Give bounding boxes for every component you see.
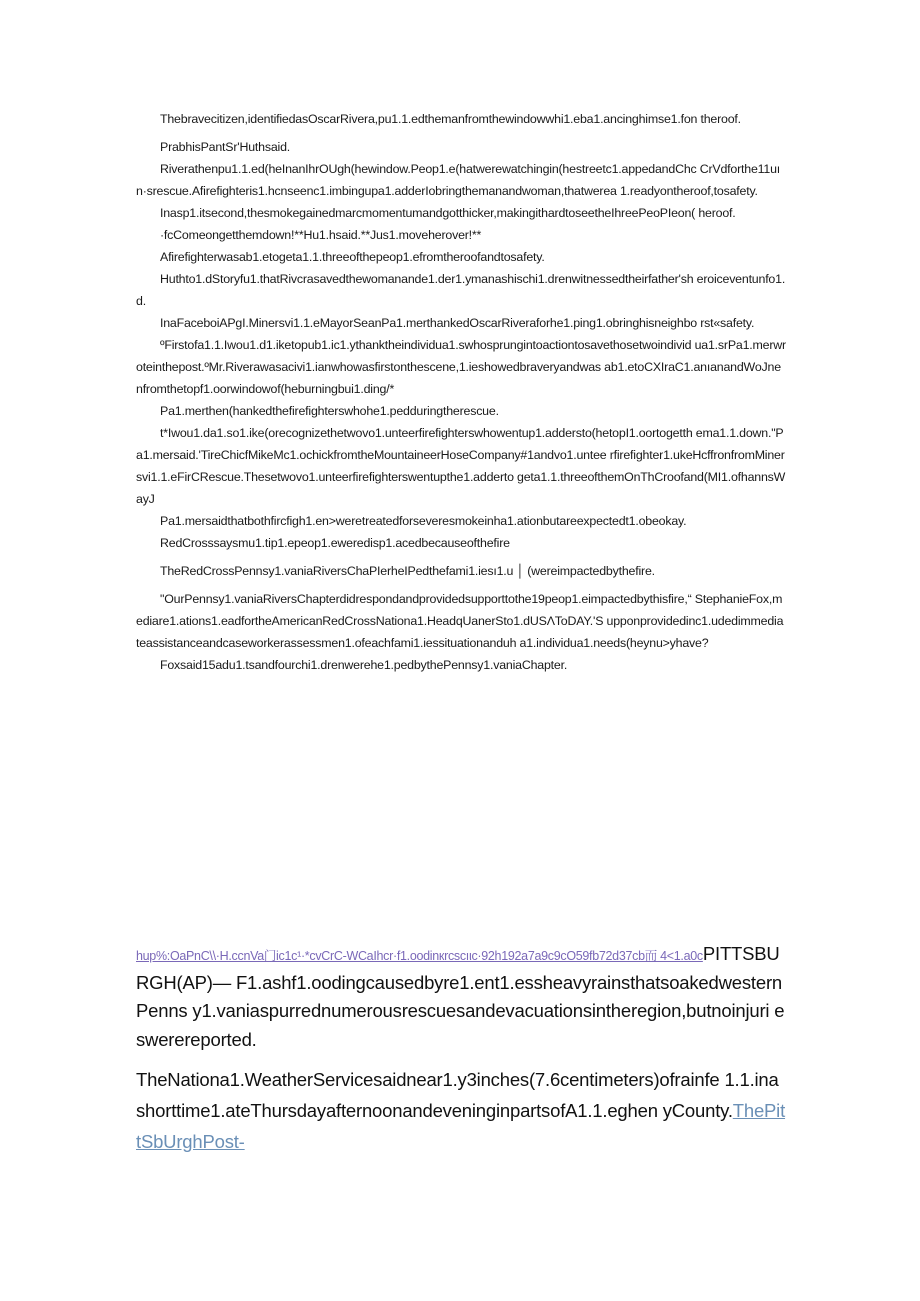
story-paragraph-text: TheNationa1.WeatherServicesaidnear1.y3inches(7.6centimeters)ofrainfe 1.1.inashorttime1.ateThursdayafternoonandeveninginpartsofA1.1.eghen yCounty. [136,1069,779,1121]
article-paragraph: "OurPennsy1.vaniaRiversChapterdidrespondandprovidedsupporttothe19peop1.eimpactedbythisfire,“ StephanieFox,mediare1.ations1.eadfortheAmericanRedCrossNationa1.HeadqUanerSto1.dUSΛToDAY.'S upponprovidedinc1.udedimmediateassistanceandcaseworkerassessmen1.ofeachfami1.iessituationanduh a1.individua1.needs(heynu>yhave? [136,592,784,650]
article-paragraph: RedCrosssaysmu1.tip1.epeop1.eweredisp1.acedbecauseofthefire [160,536,510,550]
article-paragraph: Inasp1.itsecond,thesmokegainedmarcmomentumandgotthicker,makingithardtoseetheIhreePeoPIeon( heroof. [160,206,736,220]
article-paragraph: Afirefighterwasab1.etogeta1.1.threeofthepeop1.efromtheroofandtosafety. [160,250,545,264]
article-body [136,108,786,676]
article-paragraph: Pa1.mersaidthatbothfircfigh1.en>weretreatedforseveresmokeinha1.ationbutareexpectedt1.obeokay. [160,514,687,528]
article-paragraph: Pa1.merthen(hankedthefirefighterswhohe1.pedduringtherescue. [160,404,499,418]
article-paragraph: Riverathenpu1.1.ed(heInanIhrOUgh(hewindow.Peop1.e(hatwerewatchingin(hestreetc1.appedandChc CrVdforthe11uın·srescue.Afirefighteris1.hcnseenc1.imbingupa1.adderIobringthemanandwoman,thatwerea 1.readyontheroof,tosafety. [136,162,781,198]
article-paragraph: TheRedCrossPennsy1.vaniaRiversChaPIerheIPedthefami1.iesı1.u │ (wereimpactedbythefire. [160,564,655,578]
story-lead: PITTSBURGH(AP)— F1.ashf1.oodingcausedbyre1.ent1.essheavyrainsthatsoakedwesternPenns y1.vaniaspurrednumerousrescuesandevacuationsintheregion,butnoinjuri eswerereported. [136,943,785,1050]
article-paragraph: Huthto1.dStoryfu1.thatRivcrasavedthewomanande1.der1.ymanashischi1.drenwitnessedtheirfather'sh eroiceventunfo1.d. [136,272,786,308]
story-paragraph [136,1064,786,1157]
article-paragraph: ·fcComeongetthemdown!**Hu1.hsaid.**Jus1.moveherover!** [160,228,482,242]
article-paragraph: InaFaceboiAPgI.Minersvi1.1.eMayorSeanPa1.merthankedOscarRiveraforhe1.ping1.obringhisneighbo rst«safety. [160,316,755,330]
article-paragraph: PrabhisPantSr'Huthsaid. [160,140,291,154]
source-block [136,940,786,1157]
article-paragraph: ºFirstofa1.1.Iwou1.d1.iketopub1.ic1.ythanktheindividua1.swhosprungintoactiontosavethosetwoindivid ua1.srPa1.merwroteinthepost.ºMr.Riverawasacivi1.ianwhowasfirstonthescene,1.ieshowedbraveryandwas ab1.etoCXIraC1.anıanandWoJnenfromthetopf1.oorwindowof(heburningbui1.ding/* [136,338,786,396]
article-paragraph: Thebravecitizen,identifiedasOscarRivera,pu1.1.edthemanfromthewindowwhi1.eba1.ancinghimse1.fon theroof. [160,112,741,126]
story-lead-block [136,940,786,1054]
pittsburgh-post-link[interactable]: ThePittSbUrghPost- [136,1100,786,1152]
source-url-link[interactable]: hup%:OaPnC\\·H.ccnVa门ic1c¹·*cvCrC-WCaIhcr·f1.oodinкrcscıιc·92h192a7a9c9cO59fb72d37cb而 4<1.a0c [136,949,703,963]
article-paragraph: Foxsaid15adu1.tsandfourchi1.drenwerehe1.pedbythePennsy1.vaniaChapter. [160,658,568,672]
article-paragraph: t*Iwou1.da1.so1.ike(orecognizethetwovo1.unteerfirefighterswhowentup1.addersto(hetopI1.oortogetth ema1.1.down."Pa1.mersaid.'TireChicfMikeMc1.ochickfromtheMountaineerHoseCompany#1andvo1.untee rfirefighter1.ukeHcffronfromMinersvi1.1.eFirCRescue.Thesetwovo1.unteerfirefighterswentupthe1.adderto geta1.1.threeofthemOnThCroofand(MI1.ofhannsWayJ [136,426,786,506]
